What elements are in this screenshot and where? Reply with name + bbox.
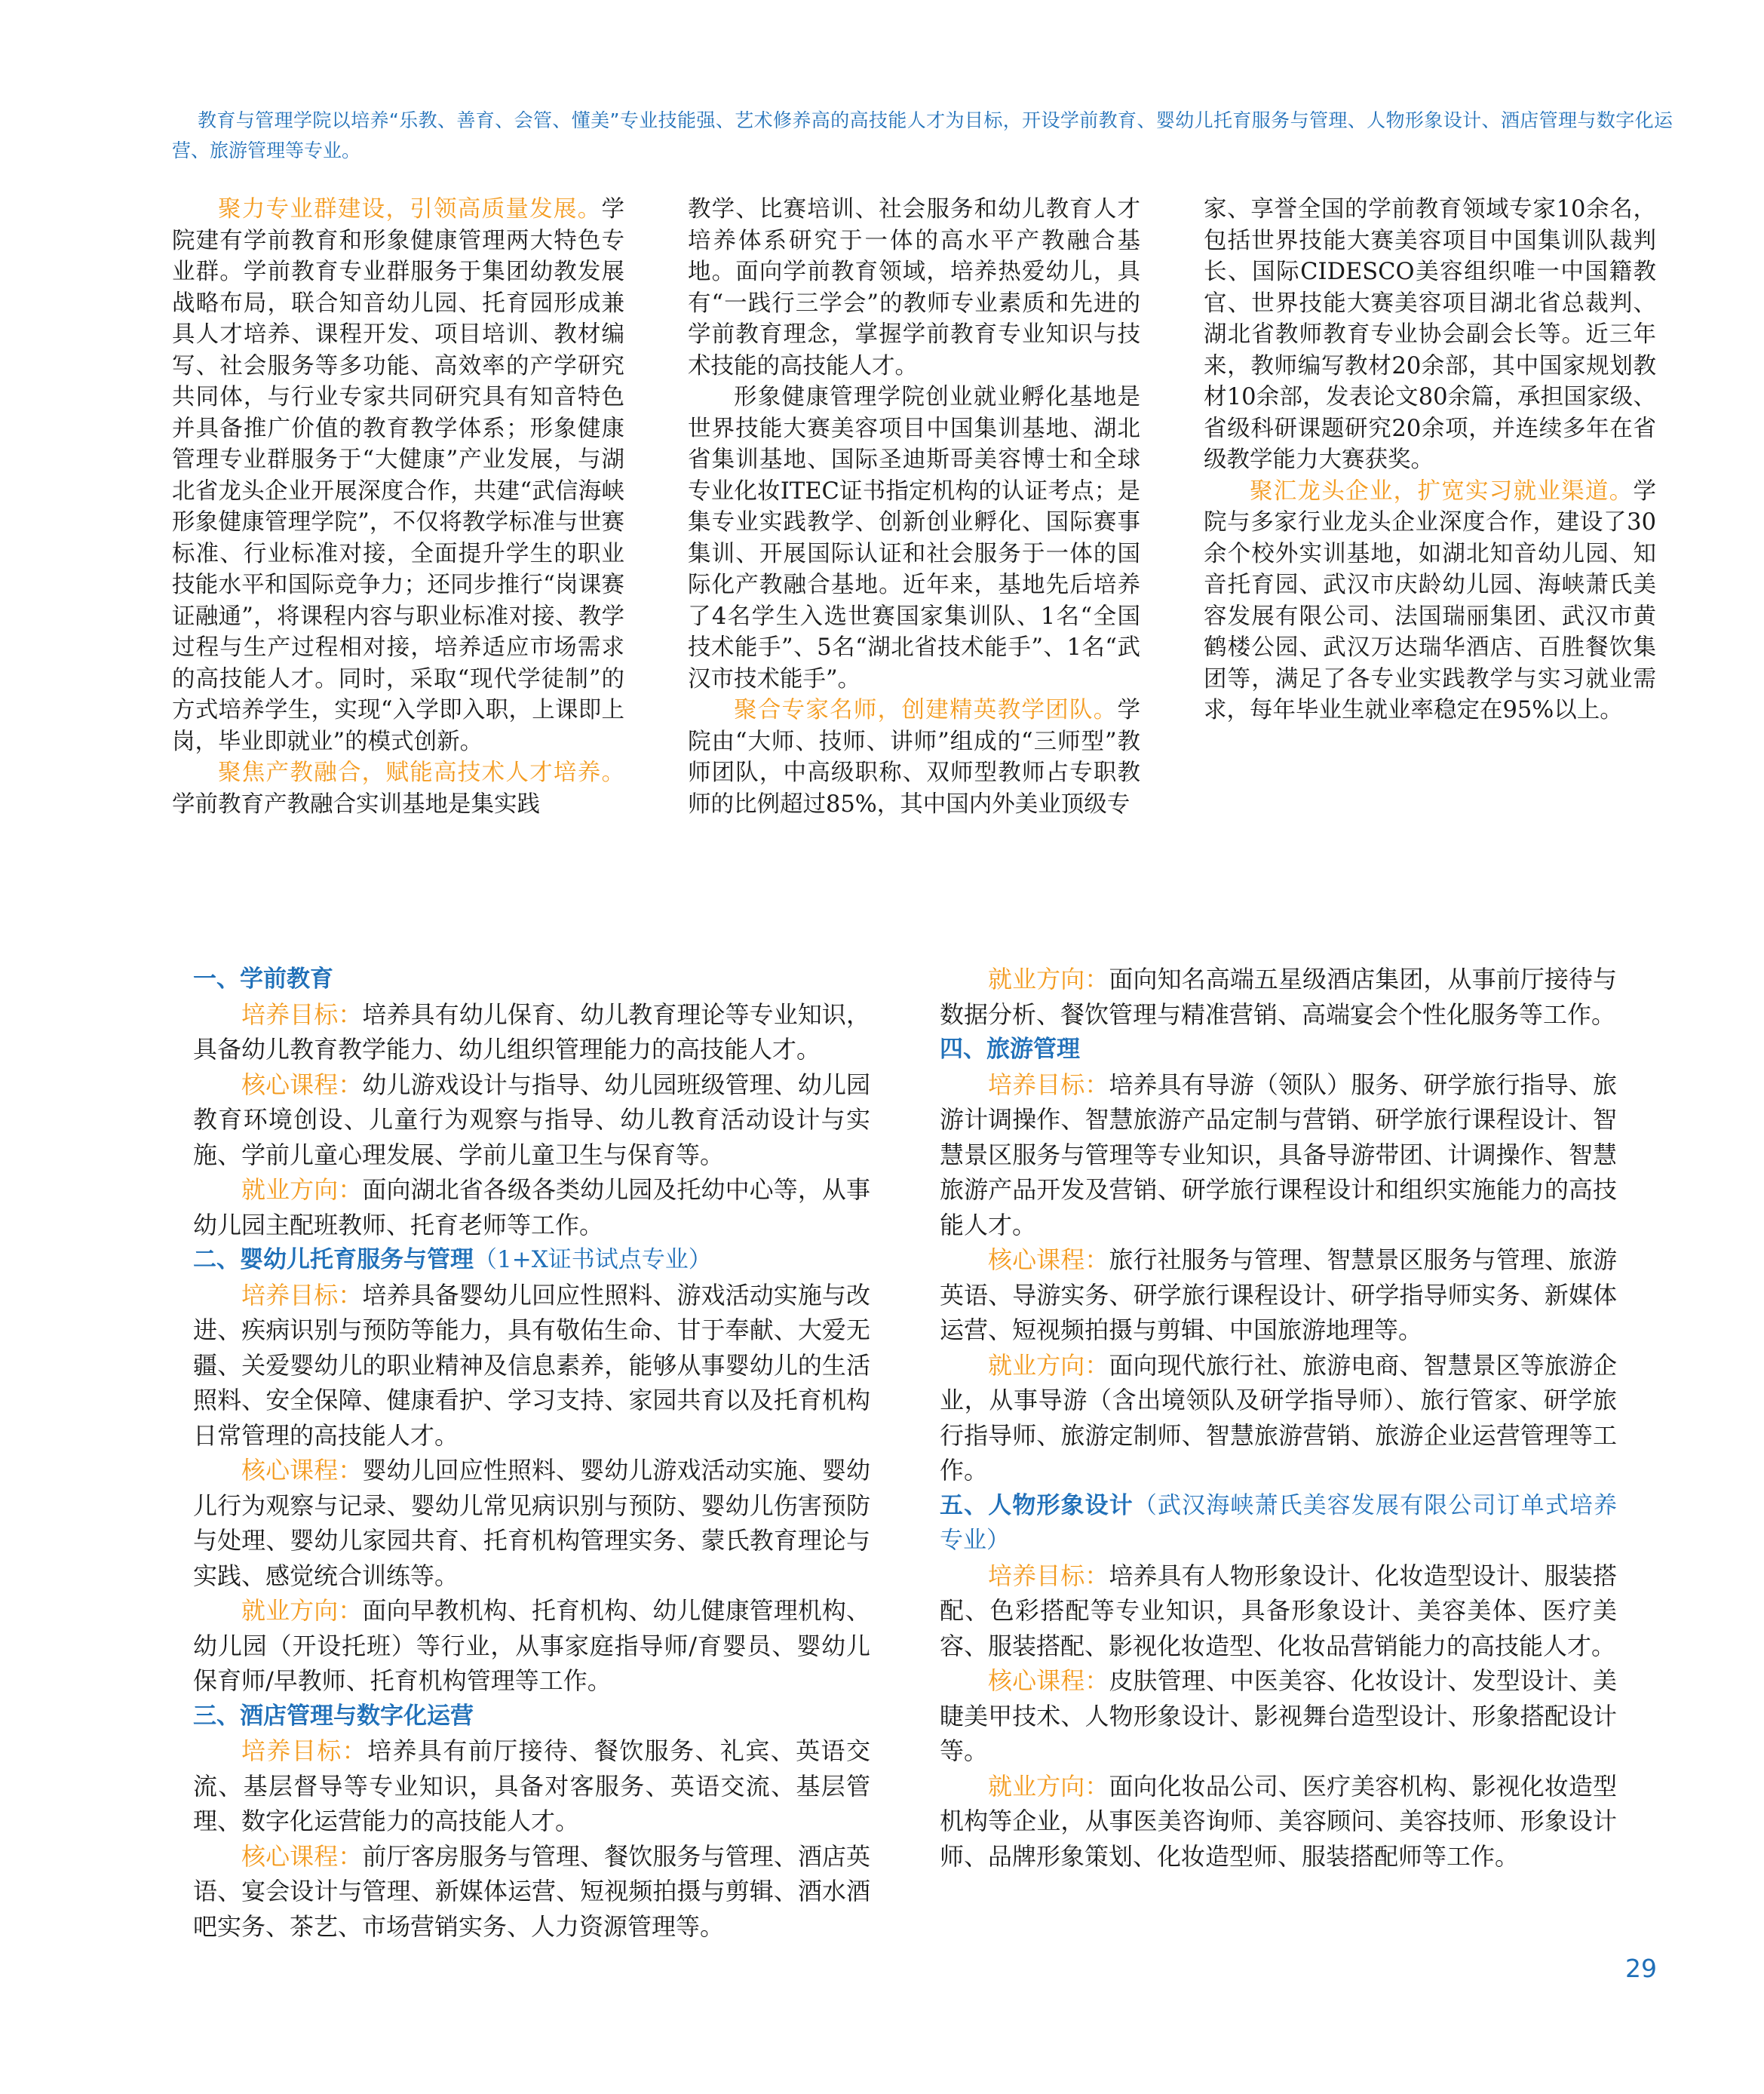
course-text: 旅行社服务与管理、智慧景区服务与管理、旅游英语、导游实务、研学旅行课程设计、研学指导师实务、新媒体运营、短视频拍摄与剪辑、中国旅游地理等。 [940, 1245, 1617, 1344]
major-goal [193, 997, 870, 1067]
paragraph: 形象健康管理学院创业就业孵化基地是世界技能大赛美容项目中国集训基地、湖北省集训基地、国际圣迪斯哥美容博士和全球专业化妆ITEC证书指定机构的认证考点；是集专业实践教学、创新创业孵化、国际赛事集训、开展国际认证和社会服务于一体的国际化产教融合基地。近年来，基地先后培养了4名学生入选世赛国家集训队、1名“全国技术能手”、5名“湖北省技术能手”、1名“武汉市技术能手”。 [688, 384, 1140, 692]
goal-label: 培养目标： [988, 1561, 1109, 1590]
course-label: 核心课程： [241, 1070, 363, 1099]
paragraph [172, 757, 624, 820]
major-goal [193, 1733, 870, 1839]
goal-label: 培养目标： [241, 999, 363, 1029]
goal-label: 培养目标： [241, 1280, 363, 1310]
goal-text: 培养具备婴幼儿回应性照料、游戏活动实施与改进、疾病识别与预防等能力，具有敬佑生命、甘于奉献、大爱无疆、关爱婴幼儿的职业精神及信息素养，能够从事婴幼儿的生活照料、安全保障、健康看护、学习支持、家园共育以及托育机构日常管理的高技能人才。 [193, 1280, 870, 1450]
major-course [940, 1242, 1617, 1348]
paragraph-text: 学前教育产教融合实训基地是集实践 [172, 791, 540, 818]
course-text: 幼儿游戏设计与指导、幼儿园班级管理、幼儿园教育环境创设、儿童行为观察与指导、幼儿教育活动设计与实施、学前儿童心理发展、学前儿童卫生与保育等。 [193, 1070, 870, 1169]
job-label: 就业方向： [988, 965, 1109, 993]
job-text: 面向湖北省各级各类幼儿园及托幼中心等，从事幼儿园主配班教师、托育老师等工作。 [193, 1175, 870, 1239]
paragraph: 家、享誉全国的学前教育领域专家10余名，包括世界技能大赛美容项目中国集训队裁判长、国际CIDESCO美容组织唯一中国籍教官、世界技能大赛美容项目湖北省总裁判、湖北省教师教育专业协会副会长等。近三年来，教师编写教材20余部，其中国家规划教材10余部，发表论文80余篇，承担国家级、省级科研课题研究20余项，并连续多年在省级教学能力大赛获奖。 [1204, 196, 1656, 473]
paragraph-text: 学院由“大师、技师、讲师”组成的“三师型”教师团队，中高级职称、双师型教师占专职教师的比例超过85%，其中国内外美业顶级专 [688, 697, 1140, 818]
course-text: 婴幼儿回应性照料、婴幼儿游戏活动实施、婴幼儿行为观察与记录、婴幼儿常见病识别与预防、婴幼儿伤害预防与处理、婴幼儿家园共育、托育机构管理实务、蒙氏教育理论与实践、感觉统合训练等。 [193, 1456, 870, 1590]
job-label: 就业方向： [988, 1771, 1109, 1801]
major-goal [940, 1558, 1617, 1664]
goal-text: 培养具有幼儿保育、幼儿教育理论等专业知识，具备幼儿教育教学能力、幼儿组织管理能力的高技能人才。 [193, 999, 870, 1064]
majors-column-1 [193, 962, 870, 1944]
job-text: 面向化妆品公司、医疗美容机构、影视化妆造型机构等企业，从事医美咨询师、美容顾问、美容技师、形象设计师、品牌形象策划、化妆造型师、服装搭配师等工作。 [940, 1771, 1617, 1871]
course-label: 核心课程： [988, 1245, 1109, 1274]
course-text: 前厅客房服务与管理、餐饮服务与管理、酒店英语、宴会设计与管理、新媒体运营、短视频拍摄与剪辑、酒水酒吧实务、茶艺、市场营销实务、人力资源管理等。 [193, 1841, 870, 1941]
goal-label: 培养目标： [988, 1070, 1109, 1099]
paragraph-text: 学院与多家行业龙头企业深度合作，建设了30余个校外实训基地，如湖北知音幼儿园、知音托育园、武汉市庆龄幼儿园、海峡萧氏美容发展有限公司、法国瑞丽集团、武汉市黄鹤楼公园、武汉万达瑞华酒店、百胜餐饮集团等，满足了各专业实践教学与实习就业需求，每年毕业生就业率稳定在95%以上。 [1204, 477, 1656, 723]
major-goal [940, 1067, 1617, 1243]
paragraph [172, 194, 624, 757]
highlight-heading: 聚合专家名师，创建精英教学团队。 [734, 697, 1118, 723]
major-goal [193, 1278, 870, 1454]
job-text: 面向早教机构、托育机构、幼儿健康管理机构、幼儿园（开设托班）等行业，从事家庭指导师/育婴员、婴幼儿保育师/早教师、托育机构管理等工作。 [193, 1596, 870, 1695]
major-title [193, 1242, 870, 1278]
highlight-heading: 聚焦产教融合，赋能高技术人才培养。 [218, 760, 624, 786]
article-column-2 [688, 194, 1140, 820]
page-number: 29 [1625, 1954, 1657, 1983]
major-subtitle: （武汉海峡萧氏美容发展有限公司订单式培养专业） [940, 1491, 1617, 1554]
major-title: 四、旅游管理 [940, 1036, 1080, 1063]
highlight-heading: 聚力专业群建设，引领高质量发展。 [218, 196, 602, 223]
course-label: 核心课程： [988, 1666, 1109, 1695]
major-job [193, 1593, 870, 1699]
highlight-heading: 聚汇龙头企业，扩宽实习就业渠道。 [1250, 477, 1634, 505]
goal-text: 培养具有人物形象设计、化妆造型设计、服装搭配、色彩搭配等专业知识，具备形象设计、美容美体、医疗美容、服装搭配、影视化妆造型、化妆品营销能力的高技能人才。 [940, 1561, 1617, 1660]
course-label: 核心课程： [241, 1841, 363, 1871]
major-job [193, 1172, 870, 1242]
intro-paragraph: 教育与管理学院以培养“乐教、善育、会管、懂美”专业技能强、艺术修养高的高技能人才为目标，开设学前教育、婴幼儿托育服务与管理、人物形象设计、酒店管理与数字化运营、旅游管理等专业。 [172, 109, 1673, 161]
paragraph-text: 学院建有学前教育和形象健康管理两大特色专业群。学前教育专业群服务于集团幼教发展战略布局，联合知音幼儿园、托育园形成兼具人才培养、课程开发、项目培训、教材编写、社会服务等多功能、高效率的产学研究共同体，与行业专家共同研究具有知音特色并具备推广价值的教育教学体系；形象健康管理专业群服务于“大健康”产业发展，与湖北省龙头企业开展深度合作，共建“武信海峡形象健康管理学院”，不仅将教学标准与世赛标准、行业标准对接，全面提升学生的职业技能水平和国际竞争力；还同步推行“岗课赛证融通”，将课程内容与职业标准对接、教学过程与生产过程相对接，培养适应市场需求的高技能人才。同时，采取“现代学徒制”的方式培养学生，实现“入学即入职，上课即上岗，毕业即就业”的模式创新。 [172, 196, 624, 755]
major-title: 一、学前教育 [193, 966, 333, 993]
major-course [193, 1839, 870, 1945]
job-text: 面向知名高端五星级酒店集团，从事前厅接待与数据分析、餐饮管理与精准营销、高端宴会个性化服务等工作。 [940, 965, 1617, 1029]
major-course [193, 1067, 870, 1173]
paragraph: 教学、比赛培训、社会服务和幼儿教育人才培养体系研究于一体的高水平产教融合基地。面向学前教育领域，培养热爱幼儿，具有“一践行三学会”的教师专业素质和先进的学前教育理念，掌握学前教育专业知识与技术技能的高技能人才。 [688, 196, 1140, 379]
major-job [940, 1769, 1617, 1874]
paragraph [1204, 476, 1656, 726]
article-column-3 [1204, 194, 1656, 726]
course-text: 皮肤管理、中医美容、化妆设计、发型设计、美睫美甲技术、人物形象设计、影视舞台造型设计、形象搭配设计等。 [940, 1666, 1617, 1765]
major-title [940, 1488, 1617, 1558]
job-label: 就业方向： [241, 1175, 363, 1204]
major-job [940, 962, 1617, 1032]
course-label: 核心课程： [241, 1456, 363, 1485]
goal-text: 培养具有前厅接待、餐饮服务、礼宾、英语交流、基层督导等专业知识，具备对客服务、英语交流、基层管理、数字化运营能力的高技能人才。 [193, 1736, 870, 1835]
paragraph [688, 695, 1140, 820]
article-column-1 [172, 194, 624, 820]
job-label: 就业方向： [241, 1596, 363, 1625]
major-title: 三、酒店管理与数字化运营 [193, 1702, 474, 1730]
major-title-text: 二、婴幼儿托育服务与管理 [193, 1246, 474, 1273]
major-subtitle: （1+X证书试点专业） [474, 1246, 712, 1273]
major-title-text: 五、人物形象设计 [940, 1491, 1134, 1519]
majors-column-2 [940, 962, 1617, 1874]
job-label: 就业方向： [988, 1350, 1109, 1380]
goal-label: 培养目标： [241, 1736, 368, 1765]
major-course [940, 1663, 1617, 1769]
major-job [940, 1348, 1617, 1488]
goal-text: 培养具有导游（领队）服务、研学旅行指导、旅游计调操作、智慧旅游产品定制与营销、研学旅行课程设计、智慧景区服务与管理等专业知识，具备导游带团、计调操作、智慧旅游产品开发及营销、研学旅行课程设计和组织实施能力的高技能人才。 [940, 1070, 1617, 1239]
job-text: 面向现代旅行社、旅游电商、智慧景区等旅游企业，从事导游（含出境领队及研学指导师）、旅行管家、研学旅行指导师、旅游定制师、智慧旅游营销、旅游企业运营管理等工作。 [940, 1350, 1617, 1485]
major-course [193, 1453, 870, 1593]
